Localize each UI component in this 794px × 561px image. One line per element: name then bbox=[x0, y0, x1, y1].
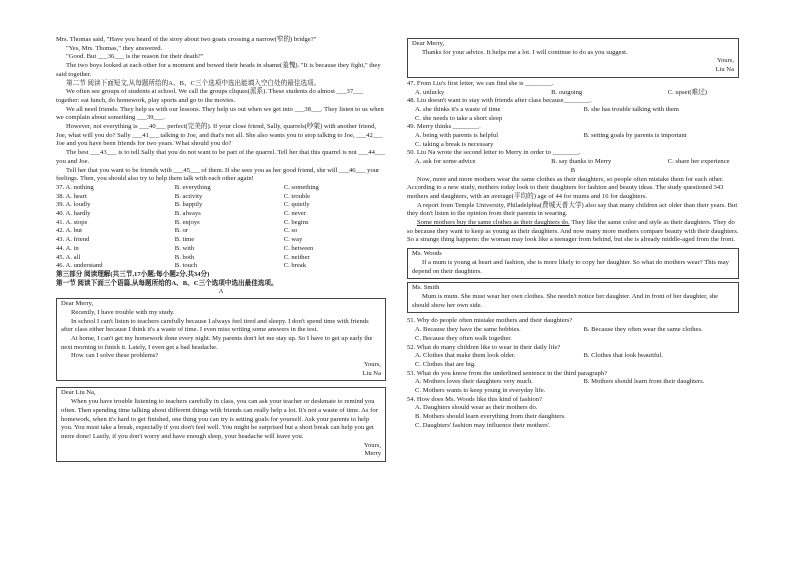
passage-paragraph: Now, more and more mothers wear the same clothes as their daughters, so people often mistake them for each other. According to a new study, mothers today look to their daughters for fashion and beauty ideas. The study questioned 343 mothers and daughters, with an average(平均的) age of 44 for mums and 16 for daughters. bbox=[407, 175, 724, 200]
option-b[interactable]: B. Mothers should learn from their daughters. bbox=[583, 378, 705, 386]
option-a[interactable]: A. ask for some advice bbox=[415, 158, 476, 166]
story-section bbox=[56, 36, 386, 80]
passage-label-a: A bbox=[218, 288, 224, 296]
letter-signature: Merry bbox=[364, 450, 381, 458]
question-49-options bbox=[407, 132, 739, 149]
question-53-options bbox=[407, 378, 739, 395]
question-49: 49. Merry thinks ________. bbox=[407, 123, 481, 131]
left-column bbox=[56, 36, 386, 462]
questions-47-50 bbox=[407, 80, 739, 167]
question-54: 54. How does Ms. Woods like this kind of fashion? bbox=[407, 395, 543, 403]
option-c[interactable]: C. taking a break is necessary bbox=[415, 140, 494, 148]
question-51: 51. Why do people often mistake mothers and their daughters? bbox=[407, 317, 573, 325]
underlined-sentence: Some mothers buy the same clothes as their daughters do. bbox=[417, 219, 570, 227]
right-column bbox=[407, 38, 739, 431]
option-c[interactable]: C. so bbox=[283, 227, 298, 235]
letter-closing: Yours, bbox=[363, 361, 381, 369]
letter-box-1 bbox=[56, 298, 386, 381]
passage-paragraph bbox=[407, 219, 739, 245]
question-48: 48. Liu doesn't want to stay with friends after class because________. bbox=[407, 97, 592, 105]
option-row bbox=[56, 201, 386, 210]
option-row bbox=[56, 210, 386, 219]
letter-paragraph: When you have trouble listening to teachers carefully in class, you can ask your teacher or deskmate to remind you often. Then spending time talking about different things with friends can really help a lot. It's not a waste of time. As for homework, when it's hard to get finished, one thing you can try is setting goals for yourself. Ask your parents to help you. You must take a break, especially if you don't feel well. You might be surprised but a short break can help you get more done! Lastly, if you don't worry and have enough sleep, your headache will leave you. bbox=[61, 398, 378, 440]
option-row bbox=[56, 236, 386, 245]
option-b[interactable]: B. happily bbox=[174, 201, 203, 209]
option-c[interactable]: C. break bbox=[283, 262, 307, 270]
option-a[interactable]: A. Daughters should wear as their mothers do. bbox=[415, 404, 538, 412]
story-line: The two boys looked at each other for a moment and bowed their heads in shame(羞愧). "It is because they fight," they said together. bbox=[56, 62, 381, 78]
option-c[interactable]: C. begins bbox=[283, 218, 309, 226]
option-a[interactable]: 37. A. nothing bbox=[56, 183, 94, 191]
option-b[interactable]: B. Mothers should learn everything from their daughters. bbox=[415, 413, 566, 421]
option-a[interactable]: 42. A. but bbox=[56, 227, 83, 235]
option-c[interactable]: C. neither bbox=[283, 253, 310, 261]
option-b[interactable]: B. touch bbox=[174, 262, 198, 270]
question-50: 50. Liu Na wrote the second letter to Merry in order to ________. bbox=[407, 149, 581, 157]
option-a[interactable]: 41. A. stops bbox=[56, 218, 88, 226]
option-c[interactable]: C. upset(难过) bbox=[667, 88, 707, 96]
story-line: Mrs. Thomas said, "Have you heard of the story about two goats crossing a narrow(窄的) bridge?" bbox=[56, 36, 317, 43]
passage-label-b: B bbox=[570, 166, 576, 174]
passage-paragraph: The best ___43___ is to tell Sally that you do not want to be part of the quarrel. Tell her that this quarrel is not ___44___ you and Joe. bbox=[56, 149, 385, 165]
cloze-options bbox=[56, 184, 386, 271]
letter-box-3 bbox=[407, 38, 739, 78]
option-a[interactable]: 45. A. all bbox=[56, 253, 81, 261]
letter-paragraph: In school I can't listen to teachers carefully because I always feel tired and sleepy. I don't spend time with friends after class either because I think it's a waste of time. I even miss writing some answers in the test. bbox=[61, 317, 369, 334]
option-row bbox=[56, 262, 386, 271]
passage-paragraph: We all need friends. They help us with our lessons. They help us out when we get into ___38___. They listen to us when we complain about something ___39___. bbox=[56, 105, 384, 122]
option-b[interactable]: B. or bbox=[174, 227, 188, 235]
letter-greeting: Dear Liu Na, bbox=[61, 389, 96, 397]
letter-paragraph: How can I solve these problems? bbox=[71, 352, 159, 360]
option-b[interactable]: B. Clothes that look beautiful. bbox=[583, 352, 663, 360]
letter-box-2 bbox=[56, 387, 386, 462]
option-row bbox=[56, 193, 386, 202]
story-line: "Good. But ___36___ is the reason for their death?" bbox=[66, 53, 204, 61]
question-48-options bbox=[407, 106, 739, 123]
question-47: 47. From Liu's first letter, we can find she is ________. bbox=[407, 79, 554, 87]
letter-closing: Yours, bbox=[363, 441, 381, 449]
option-c[interactable]: C. share her experience bbox=[667, 158, 730, 166]
story-line: "Yes, Mrs. Thomas," they answered. bbox=[66, 44, 163, 52]
option-c[interactable]: C. way bbox=[283, 236, 303, 244]
passage-paragraph: We often see groups of students at school. We call the groups cliques(派系). These students do almost ___37___ together: eat lunch, do homework, play sports and go to the movies. bbox=[56, 88, 364, 104]
option-b[interactable]: B. always bbox=[174, 210, 201, 218]
option-b[interactable]: B. she has trouble talking with them bbox=[583, 105, 679, 113]
option-b[interactable]: B. Because they often wear the same clothes. bbox=[583, 326, 703, 334]
option-c[interactable]: C. she needs to take a short sleep bbox=[415, 114, 503, 122]
opinion-box-smith bbox=[407, 282, 739, 313]
option-c[interactable]: C. never bbox=[283, 210, 307, 218]
option-a[interactable]: 38. A. heart bbox=[56, 192, 87, 200]
question-52: 52. What do many children like to wear in their daily life? bbox=[407, 343, 561, 351]
option-c[interactable]: C. between bbox=[283, 244, 314, 252]
section-title: 第二节 阅读下面短文,从每题所给的A、B、C三个选项中选出能填入空白处的最佳选项。 bbox=[66, 79, 321, 87]
option-a[interactable]: A. Clothes that make them look older. bbox=[415, 352, 516, 360]
option-row bbox=[56, 227, 386, 236]
option-c[interactable]: C. quietly bbox=[283, 201, 310, 209]
option-c[interactable]: C. something bbox=[283, 183, 319, 191]
letter-greeting: Dear Merry, bbox=[61, 300, 94, 308]
passage-paragraph-rest: They like the same color and style as their daughters. They do so because they want to keep as young as their daughters. And now many more mothers compare beauty with their daughters. So a strange thing happens: the woman may look like a teenager from behind, but she is already middle-aged from the front. bbox=[407, 219, 739, 244]
question-50-options bbox=[407, 158, 739, 167]
letter-paragraph: At home, I can't get my homework done every night. My parents don't let me stay up. So I have to get up early the next morning to finish it. Lately, I even get a bad headache. bbox=[61, 334, 373, 351]
option-a[interactable]: 40. A. hardly bbox=[56, 210, 91, 218]
option-b[interactable]: B. enjoys bbox=[174, 218, 200, 226]
letter-paragraph: Recently, I have trouble with my study. bbox=[71, 308, 175, 316]
letter-closing: Yours, bbox=[716, 57, 734, 65]
option-a[interactable]: A. being with parents is helpful bbox=[415, 132, 499, 140]
option-c[interactable]: C. trouble bbox=[283, 192, 311, 200]
option-c[interactable]: C. Because they often walk together. bbox=[415, 334, 512, 342]
option-a[interactable]: 39. A. loudly bbox=[56, 201, 91, 209]
option-a[interactable]: 43. A. friend bbox=[56, 236, 90, 244]
cloze-passage bbox=[56, 88, 386, 184]
letter-greeting: Dear Merry, bbox=[412, 40, 445, 47]
question-53: 53. What do you know from the underlined sentence in the third paragraph? bbox=[407, 369, 608, 377]
option-b[interactable]: B. say thanks to Merry bbox=[551, 158, 612, 166]
option-a[interactable]: A. she thinks it's a waste of time bbox=[415, 105, 501, 113]
opinion-box-woods bbox=[407, 248, 739, 279]
question-47-options bbox=[407, 89, 739, 98]
option-b[interactable]: B. setting goals by parents is important bbox=[583, 132, 687, 140]
question-51-options bbox=[407, 326, 739, 343]
option-c[interactable]: C. Mothers wants to keep young in everyday life. bbox=[415, 387, 546, 395]
letter-signature: Liu Na bbox=[362, 369, 381, 377]
passage-b bbox=[407, 176, 739, 246]
option-c[interactable]: C. Clothes that are big. bbox=[415, 360, 476, 368]
passage-paragraph: However, not everything is ___40___ perfect(完美的). If your close friend, Sally, quarrels(吵架) with another friend, Joe, what will you do? Sally ___41___ talking to Joe, and that's not all. She also wants you to stop talking to Joe, ___42___ Joe and you have been friends for two years. What should you do? bbox=[56, 123, 383, 148]
opinion-text: If a mum is young at heart and fashion, she is more likely to copy her daughter. So what do mothers wear? This may depend on their daughters. bbox=[412, 258, 729, 275]
opinion-name: Ms. Woods bbox=[412, 250, 442, 258]
option-c[interactable]: C. Daughters' fashion may influence their mothers'. bbox=[415, 421, 551, 429]
option-a[interactable]: A. Because they have the same hobbies. bbox=[415, 326, 521, 334]
option-row bbox=[56, 254, 386, 263]
option-b[interactable]: B. with bbox=[174, 244, 195, 252]
option-b[interactable]: B. both bbox=[174, 253, 195, 261]
option-b[interactable]: B. time bbox=[174, 236, 195, 244]
question-52-options bbox=[407, 352, 739, 369]
passage-paragraph: Tell her that you want to be friends with ___45___ of them. If she sees you as her good friend, she will ___46___ your feelings. Then, you should also try to help them talk with each other again! bbox=[56, 166, 380, 183]
option-a[interactable]: 46. A. understand bbox=[56, 262, 103, 270]
opinion-text: Mum is mum. She must wear her own clothes. She needn't notice her daughter. And in front of her daughter, she should show her own side. bbox=[412, 292, 719, 309]
letter-signature: Liu Na bbox=[715, 66, 734, 74]
option-row bbox=[56, 219, 386, 228]
option-row bbox=[56, 245, 386, 254]
part3-title: 第三部分 阅读理解(共三节,17小题;每小题2分,共34分) bbox=[56, 270, 210, 278]
question-54-options bbox=[407, 404, 739, 430]
option-a[interactable]: A. Mothers loves their daughters very much. bbox=[415, 378, 533, 386]
option-a[interactable]: A. unlucky bbox=[415, 88, 445, 96]
passage-paragraph: A report from Temple University, Philadelphia(费城天普大学) also say that many children act older than their years. But they don't listen to the opinion from their parents in wearing. bbox=[407, 201, 738, 218]
questions-51-54 bbox=[407, 317, 739, 430]
option-row bbox=[56, 184, 386, 193]
opinion-name: Ms. Smith bbox=[412, 284, 440, 292]
option-a[interactable]: 44. A. in bbox=[56, 244, 79, 252]
letter-paragraph: Thanks for your advice. It helps me a lot. I will continue to do as you suggest. bbox=[422, 48, 628, 56]
option-b[interactable]: B. outgoing bbox=[551, 88, 583, 96]
option-b[interactable]: B. activity bbox=[174, 192, 203, 200]
part3-subtitle: 第一节 阅读下面三个语篇,从每题所给的A、B、C三个选项中选出最佳选项。 bbox=[56, 279, 278, 287]
option-b[interactable]: B. everything bbox=[174, 183, 211, 191]
